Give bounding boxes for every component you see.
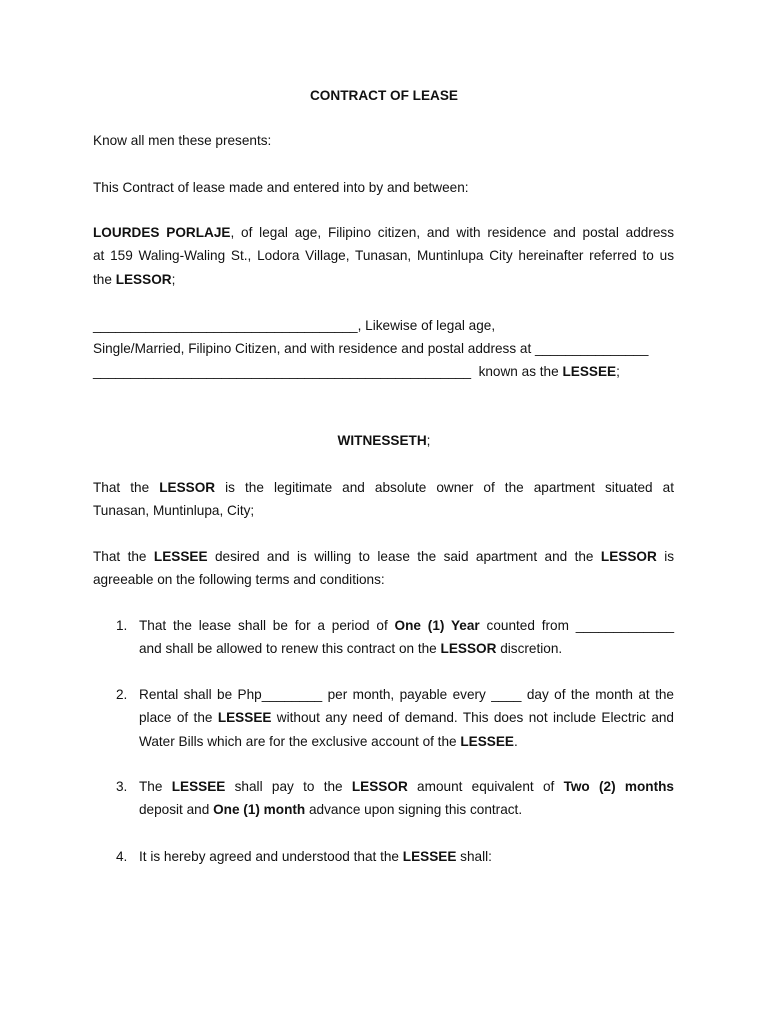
term-2-line-1: Rental shall be Php________ per month, payable every ____ day of the month at the [139, 687, 674, 702]
lessor-line-2: at 159 Waling-Waling St., Lodora Village, Tunasan, Muntinlupa City hereinafter referred to us [93, 248, 674, 263]
term-3-line-2: deposit and One (1) month advance upon signing this contract. [139, 802, 523, 817]
lessor-line-1: LOURDES PORLAJE, of legal age, Filipino citizen, and with residence and postal address [93, 225, 674, 240]
lessee-line-1: ___________________________________, Likewise of legal age, [93, 318, 496, 333]
clause-2-line-1: That the LESSEE desired and is willing to lease the said apartment and the LESSOR is [93, 549, 675, 564]
clause-1-line-2: Tunasan, Muntinlupa, City; [93, 503, 255, 518]
lessee-line-3: __________________________________________________ known as the LESSEE; [93, 364, 620, 379]
lessor-line-3: the LESSOR; [93, 272, 176, 287]
clause-2-line-2: agreeable on the following terms and conditions: [93, 572, 385, 587]
term-2-line-2: place of the LESSEE without any need of demand. This does not include Electric and [139, 710, 674, 725]
witnesseth-heading: WITNESSETH; [337, 433, 431, 448]
lessee-line-2: Single/Married, Filipino Citizen, and with residence and postal address at _______________ [93, 341, 649, 356]
term-3-line-1: The LESSEE shall pay to the LESSOR amount equivalent of Two (2) months [139, 779, 674, 794]
term-4-number: 4. [116, 849, 128, 864]
term-2-number: 2. [116, 687, 128, 702]
term-4-line-1: It is hereby agreed and understood that the LESSEE shall: [139, 849, 492, 864]
term-1-line-1: That the lease shall be for a period of One (1) Year counted from _____________ [139, 618, 675, 633]
term-1-line-2: and shall be allowed to renew this contract on the LESSOR discretion. [139, 641, 563, 656]
clause-1-line-1: That the LESSOR is the legitimate and absolute owner of the apartment situated at [93, 480, 674, 495]
term-2-line-3: Water Bills which are for the exclusive account of the LESSEE. [139, 734, 518, 749]
term-3-number: 3. [116, 779, 128, 794]
intro-paragraph: This Contract of lease made and entered into by and between: [93, 180, 469, 195]
document-title: CONTRACT OF LEASE [309, 88, 459, 103]
greeting: Know all men these presents: [93, 133, 272, 148]
term-1-number: 1. [116, 618, 128, 633]
